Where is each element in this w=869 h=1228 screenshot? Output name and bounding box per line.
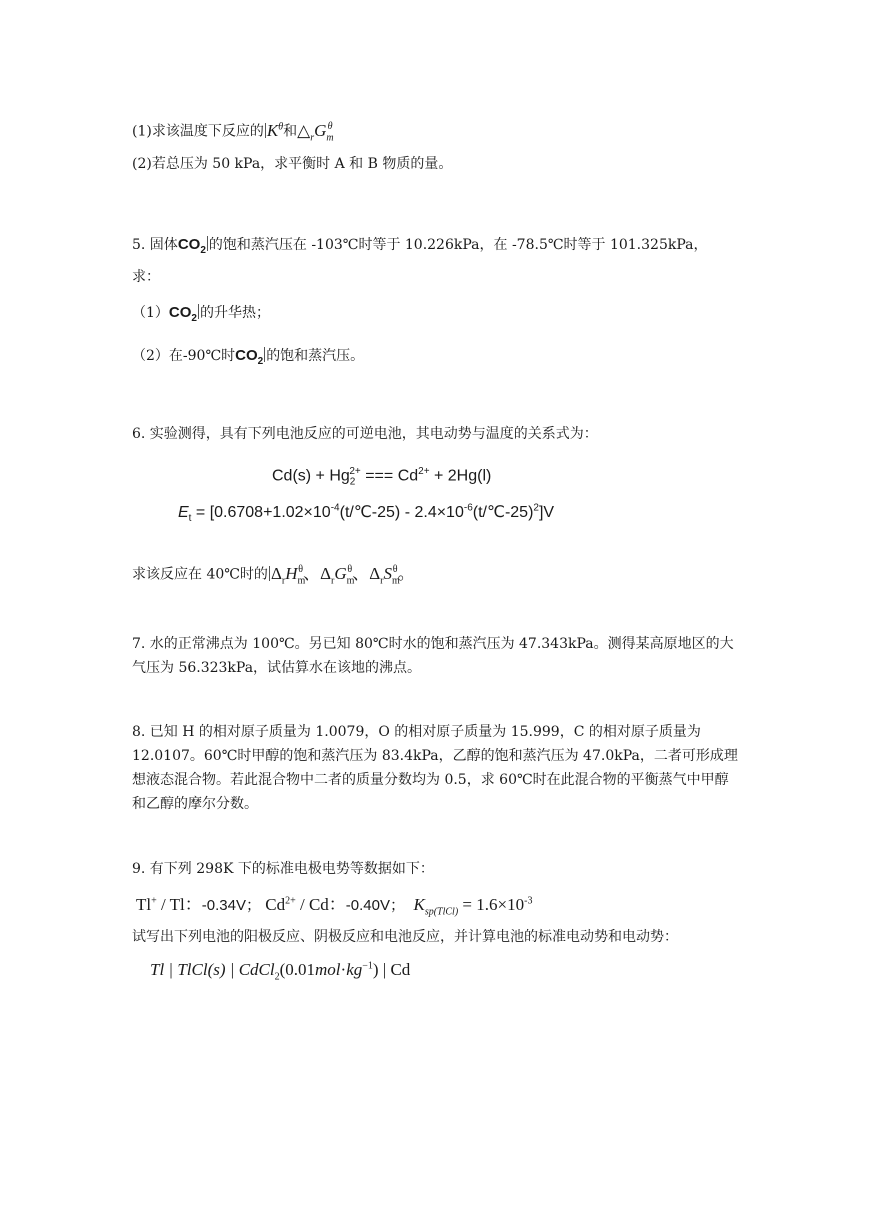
q4-part1: (1)求该温度下反应的 $K^\theta$和$\triangle_rG_m^\theta$	[132, 120, 334, 144]
q6-ask: 求该反应在 40℃时的 $\Delta_rH_m^\theta$、$\Delta_rG_m^\theta$、$\Delta_rS_m^\theta$。	[132, 563, 415, 587]
q5-sub1: $(1)CO_2$ 的升华热；	[132, 304, 270, 324]
q5-sub2: （2）在-90℃时$CO_2$ 的饱和蒸汽压。	[132, 347, 365, 367]
q6-emf-equation: $E_t$ = [$0.6708+1.02\times 10^{-4}(t/℃-25)$ - $2.4\times 10^{-6}(t/℃-25)^2]V$	[178, 502, 555, 525]
q5-line1: 5. 固体$CO_2$ 的饱和蒸汽压在 -103℃时等于 10.226kPa，在 -78.5℃时等于 101.325kPa，	[132, 236, 708, 256]
q8-text: 8. 已知 H 的相对原子质量为 1.0079，O 的相对原子质量为 15.999，C 的相对原子质量为12.0107。60℃时甲醇的饱和蒸汽压为 83.4kPa，乙醇的饱和蒸汽压为 47.0kPa，二者可形成理想液态混合物。若此混合物中二者的质量分数均为 0.5，求 60℃时在此混合物的平衡蒸气中甲醇和乙醇的摩尔分数。	[132, 724, 738, 812]
q4-delta-g-symbol: $\triangle_rG_m^\theta$	[297, 120, 334, 144]
q9-intro: 9. 有下列 298K 下的标准电极电势等数据如下：	[132, 861, 434, 877]
co2-formula: $CO_2$	[235, 347, 264, 367]
q6-intro: 6. 实验测得，具有下列电池反应的可逆电池，其电动势与温度的关系式为：	[132, 426, 598, 442]
q7-text: 7. 水的正常沸点为 100℃。另已知 80℃时水的饱和蒸汽压为 47.343kPa。测得某高原地区的大气压为 56.323kPa，试估算水在该地的沸点。	[132, 636, 734, 676]
q9-cell-notation: Tl | TlCl(s) | $CdCl_2(0.01mol\cdot kg^{-1})$ | Cd	[150, 960, 411, 983]
co2-formula: $CO_2$	[177, 236, 206, 256]
q4-k-symbol: $K^\theta$	[266, 120, 284, 140]
q4-part2: (2)若总压为 50 kPa，求平衡时 A 和 B 物质的量。	[132, 156, 453, 172]
formula-bar	[265, 123, 266, 138]
q5-line2: 求：	[132, 269, 160, 285]
q9-ask: 试写出下列电池的阳极反应、阴极反应和电池反应，并计算电池的标准电动势和电动势：	[132, 929, 678, 945]
q6-thermo-quantities: $\Delta_rH_m^\theta$、$\Delta_rG_m^\theta$、$\Delta_rS_m^\theta$。	[270, 563, 415, 587]
q6-reaction-equation: $Cd(s) + Hg_2^{2+}$ === $Cd^{2+} + 2Hg(l)$	[272, 466, 492, 488]
co2-formula: $CO_2$	[168, 304, 197, 324]
q9-electrode-data: Tl+ / Tl：-0.34V； $Cd^{2+}$ / Cd：-0.40V； $K_{sp(TlCl)} = 1.6\times 10^{-3}$	[136, 895, 533, 918]
